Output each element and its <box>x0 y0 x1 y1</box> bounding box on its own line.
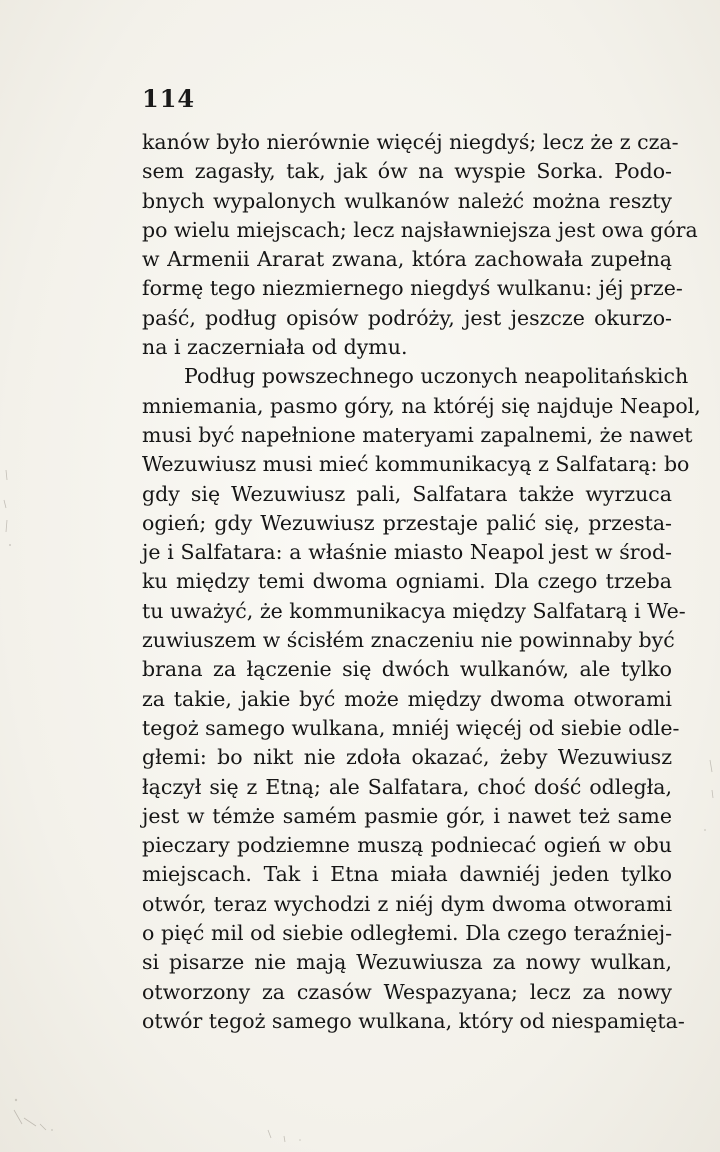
text-line: otworzony za czasów Wespazyana; lecz za nowy <box>142 979 672 1004</box>
text-line: ogień; gdy Wezuwiusz przestaje palić się, przesta- <box>142 510 672 535</box>
page-number: 114 <box>142 84 196 113</box>
text-line: formę tego niezmiernego niegdyś wulkanu: jéj prze- <box>142 276 683 301</box>
text-line: na i zaczerniała od dymu. <box>142 335 408 360</box>
text-line: gdy się Wezuwiusz pali, Salfatara także wyrzuca <box>142 481 672 506</box>
text-line: kanów było nierównie więcéj niegdyś; lecz że z cza- <box>142 130 679 154</box>
text-line: Podług powszechnego uczonych neapolitańskich <box>184 364 689 389</box>
text-line: jest w témże samém pasmie gór, i nawet też same <box>142 803 672 828</box>
text-line: łączył się z Etną; ale Salfatara, choć dość odległa, <box>142 774 672 799</box>
text-line: głemi: bo nikt nie zdoła okazać, żeby Wezuwiusz <box>142 745 672 770</box>
text-line: sem zagasły, tak, jak ów na wyspie Sorka. Podo- <box>142 159 672 184</box>
text-line: Wezuwiusz musi mieć kommunikacyą z Salfatarą: bo <box>142 452 690 477</box>
body-text <box>142 128 701 1036</box>
text-line: zuwiuszem w ścisłém znaczeniu nie powinnaby być <box>142 628 675 653</box>
text-line: po wielu miejscach; lecz najsławniejsza jest owa góra <box>142 217 698 242</box>
text-line: brana za łączenie się dwóch wulkanów, ale tylko <box>142 657 672 682</box>
text-line: o pięć mil od siebie odległemi. Dla czego teraźniej- <box>142 921 672 946</box>
text-line: otwór, teraz wychodzi z niéj dym dwoma otworami <box>142 891 672 916</box>
text-line: je i Salfatara: a właśnie miasto Neapol jest w środ- <box>142 540 672 565</box>
text-line: tegoż samego wulkana, mniéj więcéj od siebie odle- <box>142 715 680 740</box>
text-line: ku między temi dwoma ogniami. Dla czego trzeba <box>142 569 672 594</box>
text-line: bnych wypalonych wulkanów należć można reszty <box>142 188 672 213</box>
text-line: mniemania, pasmo góry, na któréj się najduje Neapol, <box>142 393 701 418</box>
text-line: si pisarze nie mają Wezuwiusza za nowy wulkan, <box>142 950 672 975</box>
text-line: tu uważyć, że kommunikacya między Salfatarą i We- <box>142 598 686 623</box>
text-line: miejscach. Tak i Etna miała dawniéj jeden tylko <box>142 862 672 887</box>
text-line: otwór tegoż samego wulkana, który od niespamięta- <box>142 1008 685 1033</box>
text-line: pieczary podziemne muszą podniecać ogień w obu <box>142 833 672 858</box>
text-line: musi być napełnione materyami zapalnemi, że nawet <box>142 422 693 447</box>
text-line: w Armenii Ararat zwana, która zachowała zupełną <box>142 247 672 272</box>
text-line: paść, podług opisów podróży, jest jeszcze okurzo- <box>142 305 672 330</box>
text-line: za takie, jakie być może między dwoma otworami <box>142 686 672 711</box>
